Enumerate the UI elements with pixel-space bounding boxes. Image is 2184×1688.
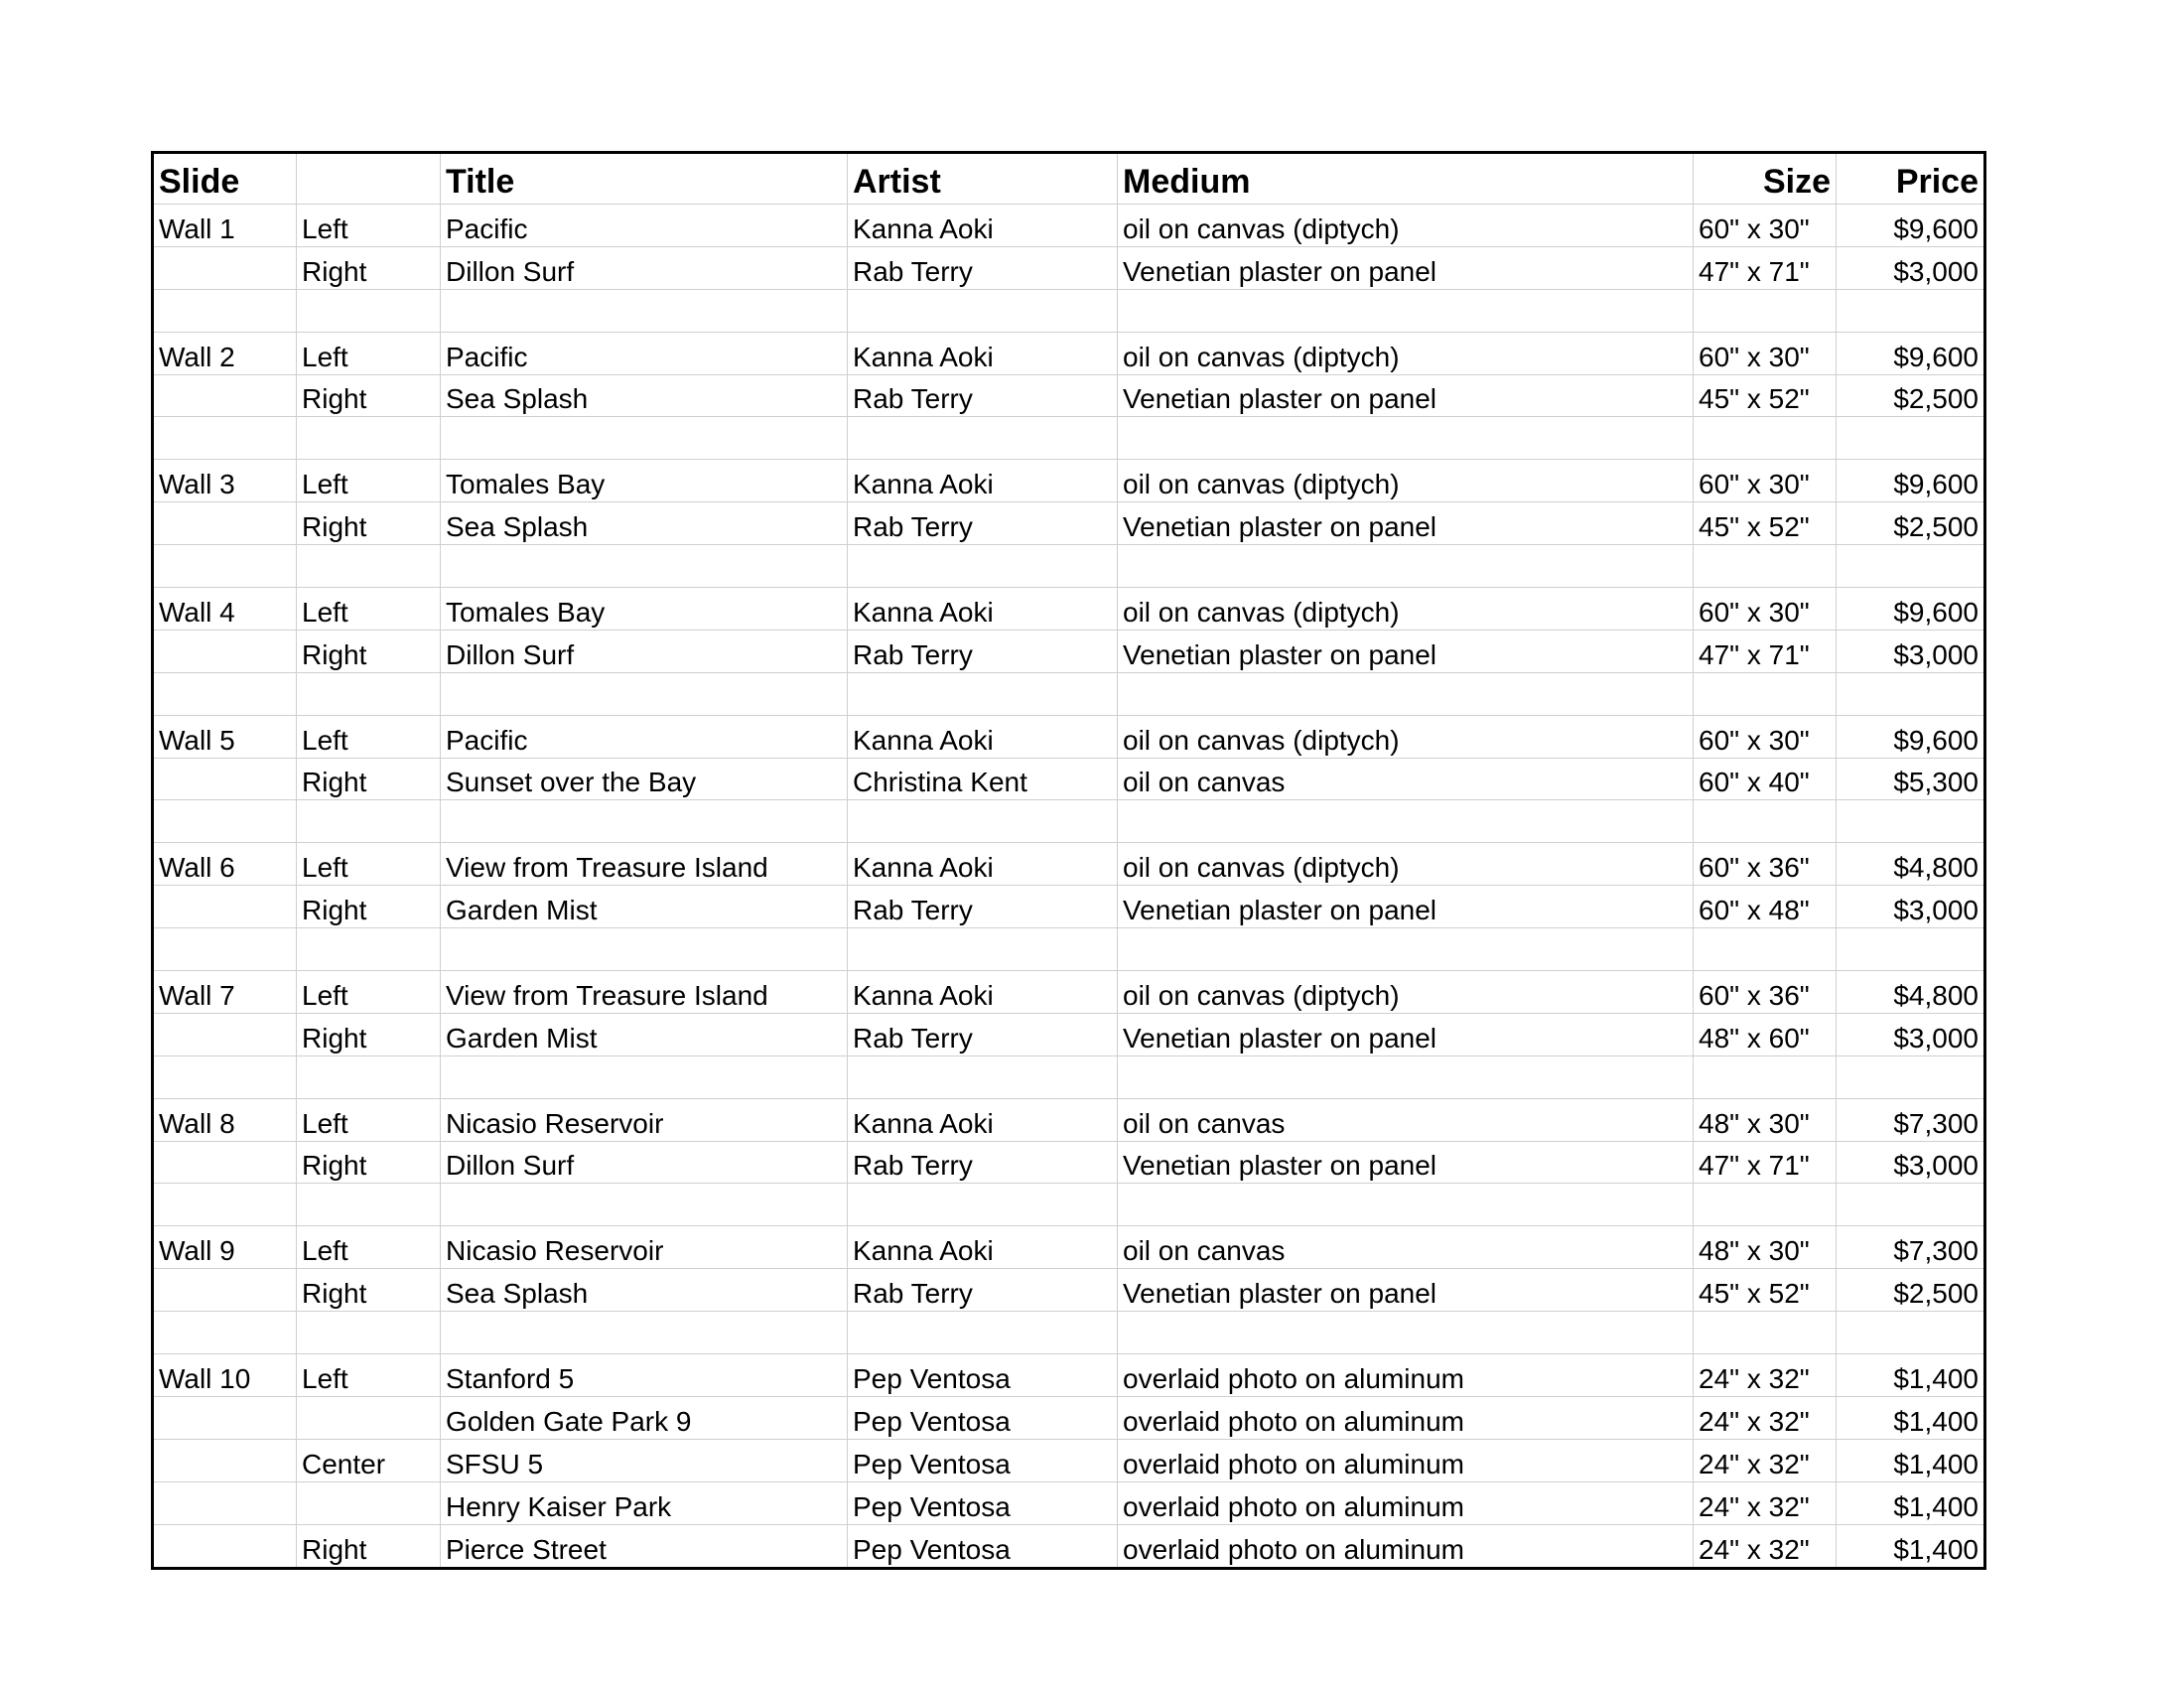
price-cell bbox=[1837, 1184, 1985, 1226]
size-cell: 24" x 32" bbox=[1694, 1524, 1837, 1568]
size-cell: 24" x 32" bbox=[1694, 1396, 1837, 1439]
header-artist: Artist bbox=[848, 153, 1118, 205]
size-cell: 48" x 30" bbox=[1694, 1226, 1837, 1269]
slide-cell bbox=[153, 886, 297, 928]
size-cell: 24" x 32" bbox=[1694, 1354, 1837, 1397]
position-cell: Right bbox=[297, 758, 441, 800]
title-cell bbox=[441, 1055, 848, 1098]
table-row bbox=[153, 1141, 1985, 1184]
slide-cell bbox=[153, 630, 297, 672]
artwork-price-table bbox=[151, 151, 1986, 1570]
size-cell: 45" x 52" bbox=[1694, 1269, 1837, 1312]
position-cell: Right bbox=[297, 886, 441, 928]
table-row bbox=[153, 843, 1985, 886]
slide-cell bbox=[153, 417, 297, 460]
position-cell bbox=[297, 289, 441, 332]
price-cell bbox=[1837, 289, 1985, 332]
position-cell bbox=[297, 417, 441, 460]
artist-cell: Rab Terry bbox=[848, 1269, 1118, 1312]
medium-cell: Venetian plaster on panel bbox=[1118, 246, 1694, 289]
price-cell: $1,400 bbox=[1837, 1481, 1985, 1524]
size-cell: 60" x 36" bbox=[1694, 971, 1837, 1014]
size-cell: 60" x 36" bbox=[1694, 843, 1837, 886]
table-row bbox=[153, 1312, 1985, 1354]
table-header bbox=[153, 153, 1985, 205]
price-cell: $4,800 bbox=[1837, 843, 1985, 886]
position-cell: Right bbox=[297, 1269, 441, 1312]
table-row bbox=[153, 800, 1985, 843]
price-cell: $2,500 bbox=[1837, 374, 1985, 417]
size-cell bbox=[1694, 928, 1837, 971]
artist-cell bbox=[848, 800, 1118, 843]
artist-cell bbox=[848, 289, 1118, 332]
medium-cell: oil on canvas (diptych) bbox=[1118, 843, 1694, 886]
artist-cell: Rab Terry bbox=[848, 886, 1118, 928]
table-row bbox=[153, 374, 1985, 417]
artist-cell: Kanna Aoki bbox=[848, 843, 1118, 886]
size-cell: 47" x 71" bbox=[1694, 630, 1837, 672]
table-row bbox=[153, 971, 1985, 1014]
medium-cell bbox=[1118, 672, 1694, 715]
position-cell: Right bbox=[297, 1141, 441, 1184]
table-row bbox=[153, 1184, 1985, 1226]
medium-cell bbox=[1118, 1184, 1694, 1226]
slide-cell: Wall 6 bbox=[153, 843, 297, 886]
medium-cell bbox=[1118, 928, 1694, 971]
title-cell: Pierce Street bbox=[441, 1524, 848, 1568]
position-cell: Right bbox=[297, 246, 441, 289]
price-cell: $5,300 bbox=[1837, 758, 1985, 800]
position-cell: Left bbox=[297, 1226, 441, 1269]
title-cell: Garden Mist bbox=[441, 1013, 848, 1055]
size-cell bbox=[1694, 545, 1837, 588]
table-row bbox=[153, 1439, 1985, 1481]
size-cell: 24" x 32" bbox=[1694, 1481, 1837, 1524]
price-cell: $9,600 bbox=[1837, 205, 1985, 247]
medium-cell: overlaid photo on aluminum bbox=[1118, 1524, 1694, 1568]
medium-cell: oil on canvas (diptych) bbox=[1118, 205, 1694, 247]
price-cell: $1,400 bbox=[1837, 1396, 1985, 1439]
artist-cell: Rab Terry bbox=[848, 630, 1118, 672]
medium-cell: Venetian plaster on panel bbox=[1118, 502, 1694, 545]
title-cell: Pacific bbox=[441, 205, 848, 247]
medium-cell: overlaid photo on aluminum bbox=[1118, 1439, 1694, 1481]
artist-cell: Pep Ventosa bbox=[848, 1524, 1118, 1568]
table-row bbox=[153, 672, 1985, 715]
size-cell: 45" x 52" bbox=[1694, 502, 1837, 545]
title-cell bbox=[441, 289, 848, 332]
title-cell: Dillon Surf bbox=[441, 630, 848, 672]
title-cell bbox=[441, 545, 848, 588]
table-row bbox=[153, 715, 1985, 758]
header-size: Size bbox=[1694, 153, 1837, 205]
position-cell: Left bbox=[297, 460, 441, 502]
artist-cell: Kanna Aoki bbox=[848, 715, 1118, 758]
price-cell bbox=[1837, 928, 1985, 971]
position-cell: Left bbox=[297, 1354, 441, 1397]
title-cell bbox=[441, 1312, 848, 1354]
medium-cell: overlaid photo on aluminum bbox=[1118, 1481, 1694, 1524]
table-row bbox=[153, 332, 1985, 374]
table-row bbox=[153, 758, 1985, 800]
size-cell: 47" x 71" bbox=[1694, 246, 1837, 289]
title-cell: Tomales Bay bbox=[441, 460, 848, 502]
medium-cell bbox=[1118, 800, 1694, 843]
title-cell bbox=[441, 800, 848, 843]
table-row bbox=[153, 886, 1985, 928]
artist-cell: Kanna Aoki bbox=[848, 971, 1118, 1014]
table-row bbox=[153, 246, 1985, 289]
header-medium: Medium bbox=[1118, 153, 1694, 205]
price-cell: $3,000 bbox=[1837, 246, 1985, 289]
price-cell: $3,000 bbox=[1837, 886, 1985, 928]
position-cell: Left bbox=[297, 332, 441, 374]
table-row bbox=[153, 1226, 1985, 1269]
medium-cell bbox=[1118, 1312, 1694, 1354]
size-cell bbox=[1694, 417, 1837, 460]
position-cell: Right bbox=[297, 502, 441, 545]
artist-cell: Rab Terry bbox=[848, 1013, 1118, 1055]
price-cell: $7,300 bbox=[1837, 1226, 1985, 1269]
medium-cell: overlaid photo on aluminum bbox=[1118, 1396, 1694, 1439]
artist-cell: Pep Ventosa bbox=[848, 1439, 1118, 1481]
title-cell: View from Treasure Island bbox=[441, 843, 848, 886]
slide-cell bbox=[153, 928, 297, 971]
artist-cell: Kanna Aoki bbox=[848, 460, 1118, 502]
title-cell bbox=[441, 417, 848, 460]
price-cell: $1,400 bbox=[1837, 1524, 1985, 1568]
title-cell: Pacific bbox=[441, 332, 848, 374]
slide-cell bbox=[153, 1013, 297, 1055]
title-cell: Golden Gate Park 9 bbox=[441, 1396, 848, 1439]
size-cell: 60" x 30" bbox=[1694, 588, 1837, 631]
slide-cell: Wall 7 bbox=[153, 971, 297, 1014]
table-row bbox=[153, 502, 1985, 545]
price-cell: $1,400 bbox=[1837, 1439, 1985, 1481]
table-row bbox=[153, 1354, 1985, 1397]
artist-cell bbox=[848, 545, 1118, 588]
price-cell: $3,000 bbox=[1837, 1013, 1985, 1055]
slide-cell: Wall 10 bbox=[153, 1354, 297, 1397]
title-cell bbox=[441, 672, 848, 715]
medium-cell bbox=[1118, 417, 1694, 460]
artist-cell bbox=[848, 417, 1118, 460]
table-row bbox=[153, 1481, 1985, 1524]
position-cell: Left bbox=[297, 1098, 441, 1141]
medium-cell: oil on canvas (diptych) bbox=[1118, 460, 1694, 502]
price-cell: $9,600 bbox=[1837, 715, 1985, 758]
table-row bbox=[153, 1269, 1985, 1312]
medium-cell: oil on canvas (diptych) bbox=[1118, 332, 1694, 374]
slide-cell bbox=[153, 1184, 297, 1226]
slide-cell bbox=[153, 1055, 297, 1098]
slide-cell: Wall 9 bbox=[153, 1226, 297, 1269]
slide-cell bbox=[153, 1269, 297, 1312]
medium-cell bbox=[1118, 1055, 1694, 1098]
size-cell: 48" x 60" bbox=[1694, 1013, 1837, 1055]
size-cell: 60" x 30" bbox=[1694, 332, 1837, 374]
price-cell: $3,000 bbox=[1837, 630, 1985, 672]
table-row bbox=[153, 1098, 1985, 1141]
title-cell bbox=[441, 1184, 848, 1226]
title-cell: Garden Mist bbox=[441, 886, 848, 928]
price-cell: $9,600 bbox=[1837, 332, 1985, 374]
position-cell: Right bbox=[297, 374, 441, 417]
size-cell: 45" x 52" bbox=[1694, 374, 1837, 417]
size-cell: 60" x 30" bbox=[1694, 205, 1837, 247]
artist-cell: Kanna Aoki bbox=[848, 1098, 1118, 1141]
size-cell: 60" x 30" bbox=[1694, 460, 1837, 502]
table-body bbox=[153, 205, 1985, 1569]
position-cell: Center bbox=[297, 1439, 441, 1481]
title-cell: Nicasio Reservoir bbox=[441, 1098, 848, 1141]
slide-cell bbox=[153, 289, 297, 332]
medium-cell: Venetian plaster on panel bbox=[1118, 374, 1694, 417]
slide-cell: Wall 5 bbox=[153, 715, 297, 758]
slide-cell: Wall 3 bbox=[153, 460, 297, 502]
title-cell: Nicasio Reservoir bbox=[441, 1226, 848, 1269]
artist-cell: Rab Terry bbox=[848, 1141, 1118, 1184]
table-row bbox=[153, 545, 1985, 588]
position-cell bbox=[297, 1312, 441, 1354]
position-cell: Left bbox=[297, 715, 441, 758]
size-cell bbox=[1694, 1312, 1837, 1354]
title-cell: Dillon Surf bbox=[441, 246, 848, 289]
medium-cell bbox=[1118, 289, 1694, 332]
price-cell bbox=[1837, 672, 1985, 715]
artist-cell bbox=[848, 1312, 1118, 1354]
title-cell bbox=[441, 928, 848, 971]
artist-cell: Rab Terry bbox=[848, 502, 1118, 545]
artist-cell: Pep Ventosa bbox=[848, 1354, 1118, 1397]
title-cell: Henry Kaiser Park bbox=[441, 1481, 848, 1524]
table-row bbox=[153, 1013, 1985, 1055]
slide-cell bbox=[153, 1481, 297, 1524]
artist-cell bbox=[848, 1055, 1118, 1098]
price-cell bbox=[1837, 1055, 1985, 1098]
title-cell: SFSU 5 bbox=[441, 1439, 848, 1481]
slide-cell bbox=[153, 374, 297, 417]
size-cell bbox=[1694, 800, 1837, 843]
price-cell bbox=[1837, 800, 1985, 843]
slide-cell bbox=[153, 672, 297, 715]
medium-cell: Venetian plaster on panel bbox=[1118, 1269, 1694, 1312]
position-cell bbox=[297, 928, 441, 971]
position-cell bbox=[297, 1396, 441, 1439]
table-row bbox=[153, 1524, 1985, 1568]
medium-cell: Venetian plaster on panel bbox=[1118, 886, 1694, 928]
position-cell: Left bbox=[297, 971, 441, 1014]
table-row bbox=[153, 928, 1985, 971]
title-cell: View from Treasure Island bbox=[441, 971, 848, 1014]
price-cell: $4,800 bbox=[1837, 971, 1985, 1014]
size-cell: 60" x 30" bbox=[1694, 715, 1837, 758]
table-row bbox=[153, 205, 1985, 247]
medium-cell: oil on canvas bbox=[1118, 1226, 1694, 1269]
medium-cell: Venetian plaster on panel bbox=[1118, 1141, 1694, 1184]
medium-cell bbox=[1118, 545, 1694, 588]
price-cell: $7,300 bbox=[1837, 1098, 1985, 1141]
price-cell: $9,600 bbox=[1837, 460, 1985, 502]
size-cell bbox=[1694, 1184, 1837, 1226]
medium-cell: oil on canvas (diptych) bbox=[1118, 971, 1694, 1014]
medium-cell: Venetian plaster on panel bbox=[1118, 1013, 1694, 1055]
header-slide: Slide bbox=[153, 153, 297, 205]
artist-cell: Rab Terry bbox=[848, 246, 1118, 289]
title-cell: Pacific bbox=[441, 715, 848, 758]
artist-cell: Pep Ventosa bbox=[848, 1396, 1118, 1439]
table-row bbox=[153, 417, 1985, 460]
position-cell bbox=[297, 545, 441, 588]
artist-cell: Pep Ventosa bbox=[848, 1481, 1118, 1524]
title-cell: Sea Splash bbox=[441, 1269, 848, 1312]
size-cell bbox=[1694, 672, 1837, 715]
artist-cell: Rab Terry bbox=[848, 374, 1118, 417]
table-row bbox=[153, 289, 1985, 332]
medium-cell: Venetian plaster on panel bbox=[1118, 630, 1694, 672]
table-row bbox=[153, 630, 1985, 672]
price-cell: $2,500 bbox=[1837, 502, 1985, 545]
slide-cell bbox=[153, 758, 297, 800]
title-cell: Sea Splash bbox=[441, 502, 848, 545]
artist-cell: Christina Kent bbox=[848, 758, 1118, 800]
slide-cell bbox=[153, 1524, 297, 1568]
medium-cell: oil on canvas bbox=[1118, 758, 1694, 800]
slide-cell: Wall 4 bbox=[153, 588, 297, 631]
artist-cell: Kanna Aoki bbox=[848, 332, 1118, 374]
artist-cell: Kanna Aoki bbox=[848, 1226, 1118, 1269]
price-cell bbox=[1837, 417, 1985, 460]
slide-cell bbox=[153, 1439, 297, 1481]
size-cell: 47" x 71" bbox=[1694, 1141, 1837, 1184]
slide-cell bbox=[153, 800, 297, 843]
position-cell: Right bbox=[297, 630, 441, 672]
slide-cell bbox=[153, 1312, 297, 1354]
price-cell bbox=[1837, 1312, 1985, 1354]
size-cell: 48" x 30" bbox=[1694, 1098, 1837, 1141]
position-cell: Left bbox=[297, 588, 441, 631]
title-cell: Sunset over the Bay bbox=[441, 758, 848, 800]
position-cell: Right bbox=[297, 1524, 441, 1568]
price-cell: $9,600 bbox=[1837, 588, 1985, 631]
size-cell bbox=[1694, 289, 1837, 332]
table-row bbox=[153, 1055, 1985, 1098]
size-cell: 60" x 40" bbox=[1694, 758, 1837, 800]
slide-cell: Wall 1 bbox=[153, 205, 297, 247]
size-cell: 60" x 48" bbox=[1694, 886, 1837, 928]
header-price: Price bbox=[1837, 153, 1985, 205]
slide-cell bbox=[153, 502, 297, 545]
price-cell: $3,000 bbox=[1837, 1141, 1985, 1184]
size-cell: 24" x 32" bbox=[1694, 1439, 1837, 1481]
position-cell bbox=[297, 1481, 441, 1524]
position-cell bbox=[297, 800, 441, 843]
medium-cell: overlaid photo on aluminum bbox=[1118, 1354, 1694, 1397]
table-row bbox=[153, 1396, 1985, 1439]
table-row bbox=[153, 588, 1985, 631]
slide-cell: Wall 8 bbox=[153, 1098, 297, 1141]
header-position bbox=[297, 153, 441, 205]
artist-cell bbox=[848, 1184, 1118, 1226]
title-cell: Stanford 5 bbox=[441, 1354, 848, 1397]
slide-cell bbox=[153, 545, 297, 588]
position-cell: Left bbox=[297, 843, 441, 886]
price-cell bbox=[1837, 545, 1985, 588]
artist-cell: Kanna Aoki bbox=[848, 588, 1118, 631]
medium-cell: oil on canvas (diptych) bbox=[1118, 715, 1694, 758]
artist-cell bbox=[848, 928, 1118, 971]
title-cell: Tomales Bay bbox=[441, 588, 848, 631]
table-row bbox=[153, 460, 1985, 502]
artist-cell: Kanna Aoki bbox=[848, 205, 1118, 247]
slide-cell bbox=[153, 246, 297, 289]
slide-cell: Wall 2 bbox=[153, 332, 297, 374]
position-cell bbox=[297, 1055, 441, 1098]
position-cell bbox=[297, 1184, 441, 1226]
slide-cell bbox=[153, 1396, 297, 1439]
slide-cell bbox=[153, 1141, 297, 1184]
title-cell: Sea Splash bbox=[441, 374, 848, 417]
title-cell: Dillon Surf bbox=[441, 1141, 848, 1184]
position-cell: Right bbox=[297, 1013, 441, 1055]
medium-cell: oil on canvas (diptych) bbox=[1118, 588, 1694, 631]
price-cell: $2,500 bbox=[1837, 1269, 1985, 1312]
medium-cell: oil on canvas bbox=[1118, 1098, 1694, 1141]
position-cell bbox=[297, 672, 441, 715]
price-cell: $1,400 bbox=[1837, 1354, 1985, 1397]
header-title: Title bbox=[441, 153, 848, 205]
size-cell bbox=[1694, 1055, 1837, 1098]
header-row bbox=[153, 153, 1985, 205]
position-cell: Left bbox=[297, 205, 441, 247]
artist-cell bbox=[848, 672, 1118, 715]
